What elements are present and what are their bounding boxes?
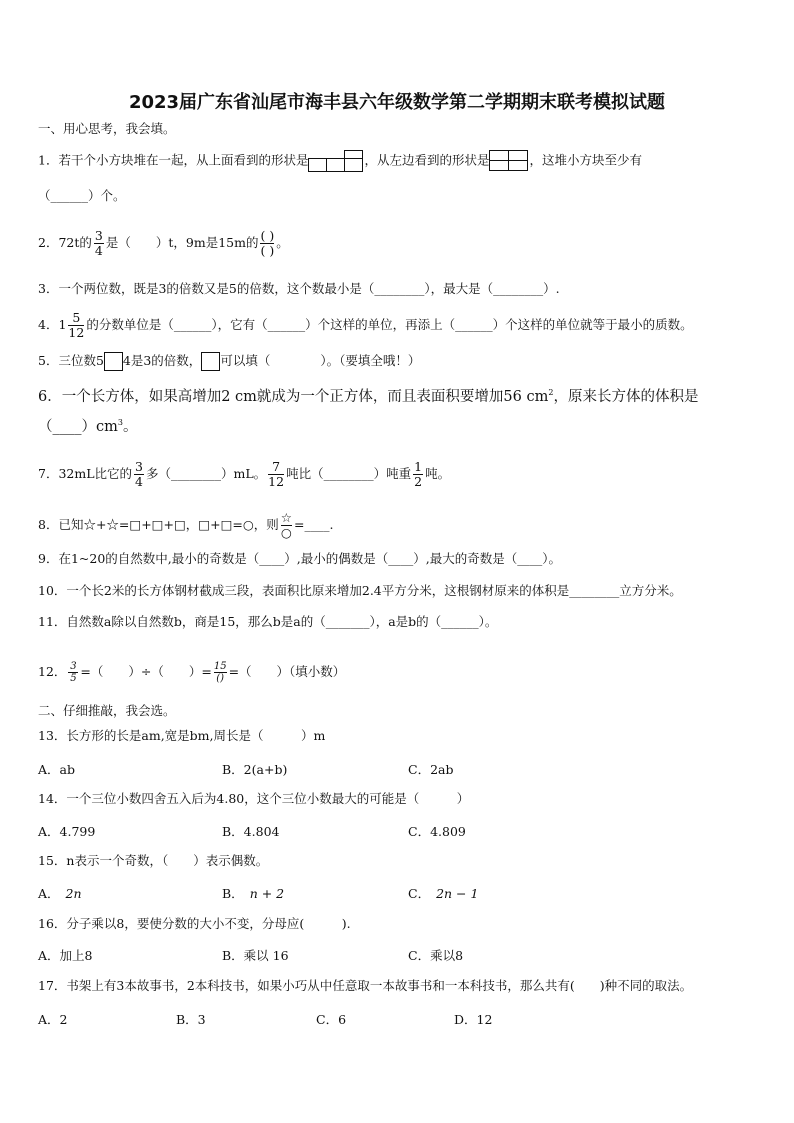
q6-text-d: 。 (122, 418, 138, 435)
q6-text-c: （____）cm (38, 418, 118, 435)
q2-text-b: 是（ ）t，9m是15m的 (105, 235, 259, 250)
q7-text-a: 7．32mL比它的 (38, 466, 133, 481)
left-view-grid (489, 150, 529, 172)
q5-text-c: 可以填（ ）。（要填全哦！） (220, 353, 421, 368)
question-8 (38, 511, 333, 540)
digit-box (201, 352, 220, 371)
option-expression: n + 2 (249, 886, 285, 901)
option-c[interactable]: C．6 (316, 1012, 347, 1027)
question-1 (38, 150, 642, 172)
option-expression: 2n − 1 (436, 886, 479, 901)
denominator: 4 (94, 243, 103, 258)
option-d[interactable]: D．12 (454, 1012, 493, 1027)
question-15: 15．n表示一个奇数，（ ）表示偶数。 (38, 853, 269, 868)
fraction-blank (260, 229, 274, 258)
option-a[interactable]: A．4.799 (38, 824, 96, 839)
denominator: () (216, 673, 225, 684)
superscript: 2 (548, 388, 554, 397)
numerator: 3 (70, 661, 77, 672)
option-label: B． (222, 886, 244, 901)
numerator: 7 (272, 459, 281, 474)
denominator: 5 (70, 673, 77, 684)
option-c[interactable]: C．2ab (408, 762, 454, 777)
numerator: 5 (72, 310, 81, 325)
q8-text-b: =____. (293, 517, 334, 532)
q5-text-b: 4是3的倍数， (122, 353, 202, 368)
q7-text-b: 多（________）mL。 (146, 466, 267, 481)
fraction (413, 460, 423, 489)
question-11: 11．自然数a除以自然数b，商是15，那么b是a的（_______），a是b的（______）。 (38, 614, 498, 629)
page-title: 2023届广东省汕尾市海丰县六年级数学第二学期期末联考模拟试题 (128, 92, 666, 113)
circle-icon: ○ (280, 525, 292, 540)
q2-text-a: 2．72t的 (38, 235, 92, 250)
numerator: 3 (135, 459, 143, 474)
q1-text-c: ，这堆小方块至少有 (529, 152, 642, 168)
option-c[interactable]: C．乘以8 (408, 948, 464, 963)
q2-text-c: 。 (276, 235, 289, 250)
star-icon: ☆ (280, 510, 292, 525)
fraction (134, 460, 144, 489)
option-b[interactable]: B．4.804 (222, 824, 280, 839)
numerator: 1 (414, 459, 423, 474)
question-16: 16．分子乘以8，要使分数的大小不变，分母应( ). (38, 916, 351, 931)
fraction (268, 460, 284, 489)
denominator: 12 (268, 474, 285, 489)
q12-text-b: =（ ）÷（ ）= (80, 664, 212, 679)
q12-text-a: 12． (38, 664, 67, 679)
q12-text-c: =（ ）（填小数） (228, 664, 346, 679)
q1-text-a: 1．若干个小方块堆在一起，从上面看到的形状是 (38, 152, 309, 168)
q1-text-b: ，从左边看到的形状是 (364, 152, 490, 168)
q6-text-b: ，原来长方体的体积是 (553, 388, 699, 405)
q4-text-a: 4．1 (38, 317, 67, 332)
option-label: A． (38, 886, 60, 901)
option-b[interactable]: B．2(a+b) (222, 762, 288, 777)
option-b[interactable] (222, 884, 284, 902)
q6-answer-line (38, 414, 137, 436)
q7-text-c: 吨比（________）吨重 (286, 466, 412, 481)
q5-text-a: 5．三位数5 (38, 353, 104, 368)
question-12 (38, 661, 345, 684)
question-2 (38, 229, 289, 258)
option-c[interactable] (408, 884, 478, 902)
question-6 (38, 384, 698, 406)
section-heading-2: 二、仔细推敲，我会选。 (38, 703, 176, 718)
digit-box (104, 352, 123, 371)
top-view-grid (308, 150, 364, 172)
denominator: 2 (414, 474, 423, 489)
numerator: 3 (94, 228, 103, 243)
option-a[interactable] (38, 884, 82, 902)
fraction (68, 661, 78, 684)
option-label: C． (408, 886, 431, 901)
fraction-symbols (281, 511, 292, 540)
section-heading-1: 一、用心思考，我会填。 (38, 121, 176, 136)
numerator: 15 (213, 661, 227, 672)
question-9: 9．在1~20的自然数中,最小的奇数是（____）,最小的偶数是（____）,最大的奇数是（____）。 (38, 551, 561, 566)
fraction (68, 311, 84, 340)
denominator: 4 (135, 474, 143, 489)
option-a[interactable]: A．加上8 (38, 948, 93, 963)
fraction (214, 661, 227, 684)
question-13: 13．长方形的长是am,宽是bm,周长是（ ）m (38, 728, 326, 743)
q4-text-b: 的分数单位是（______），它有（______）个这样的单位，再添上（______）个这样的单位就等于最小的质数。 (86, 317, 693, 332)
q1-answer-line: （______）个。 (38, 188, 126, 203)
option-b[interactable]: B．乘以 16 (222, 948, 289, 963)
option-expression: 2n (65, 886, 82, 901)
q7-text-d: 吨。 (425, 466, 451, 481)
q6-text-a: 6．一个长方体，如果高增加2 cm就成为一个正方体，而且表面积要增加56 cm (38, 388, 549, 405)
q8-text-a: 8．已知☆+☆=□+□+□，□+□=○，则 (38, 517, 279, 532)
option-a[interactable]: A．ab (38, 762, 75, 777)
fraction (94, 229, 104, 258)
superscript: 3 (117, 418, 123, 427)
option-c[interactable]: C．4.809 (408, 824, 466, 839)
question-14: 14．一个三位小数四舍五入后为4.80，这个三位小数最大的可能是（ ） (38, 791, 470, 806)
denominator: 12 (68, 325, 85, 340)
option-b[interactable]: B．3 (176, 1012, 206, 1027)
denominator: ( ) (260, 243, 275, 258)
question-7 (38, 460, 450, 489)
question-5 (38, 352, 420, 371)
question-4 (38, 311, 693, 340)
question-17: 17．书架上有3本故事书，2本科技书，如果小巧从中任意取一本故事书和一本科技书，那么共有( )种不同的取法。 (38, 978, 693, 993)
option-a[interactable]: A．2 (38, 1012, 68, 1027)
question-3: 3．一个两位数，既是3的倍数又是5的倍数，这个数最小是（________），最大是（________）. (38, 281, 560, 296)
question-10: 10．一个长2米的长方体钢材截成三段，表面积比原来增加2.4平方分米，这根钢材原来的体积是________立方分米。 (38, 583, 682, 598)
numerator: ( ) (260, 228, 275, 243)
